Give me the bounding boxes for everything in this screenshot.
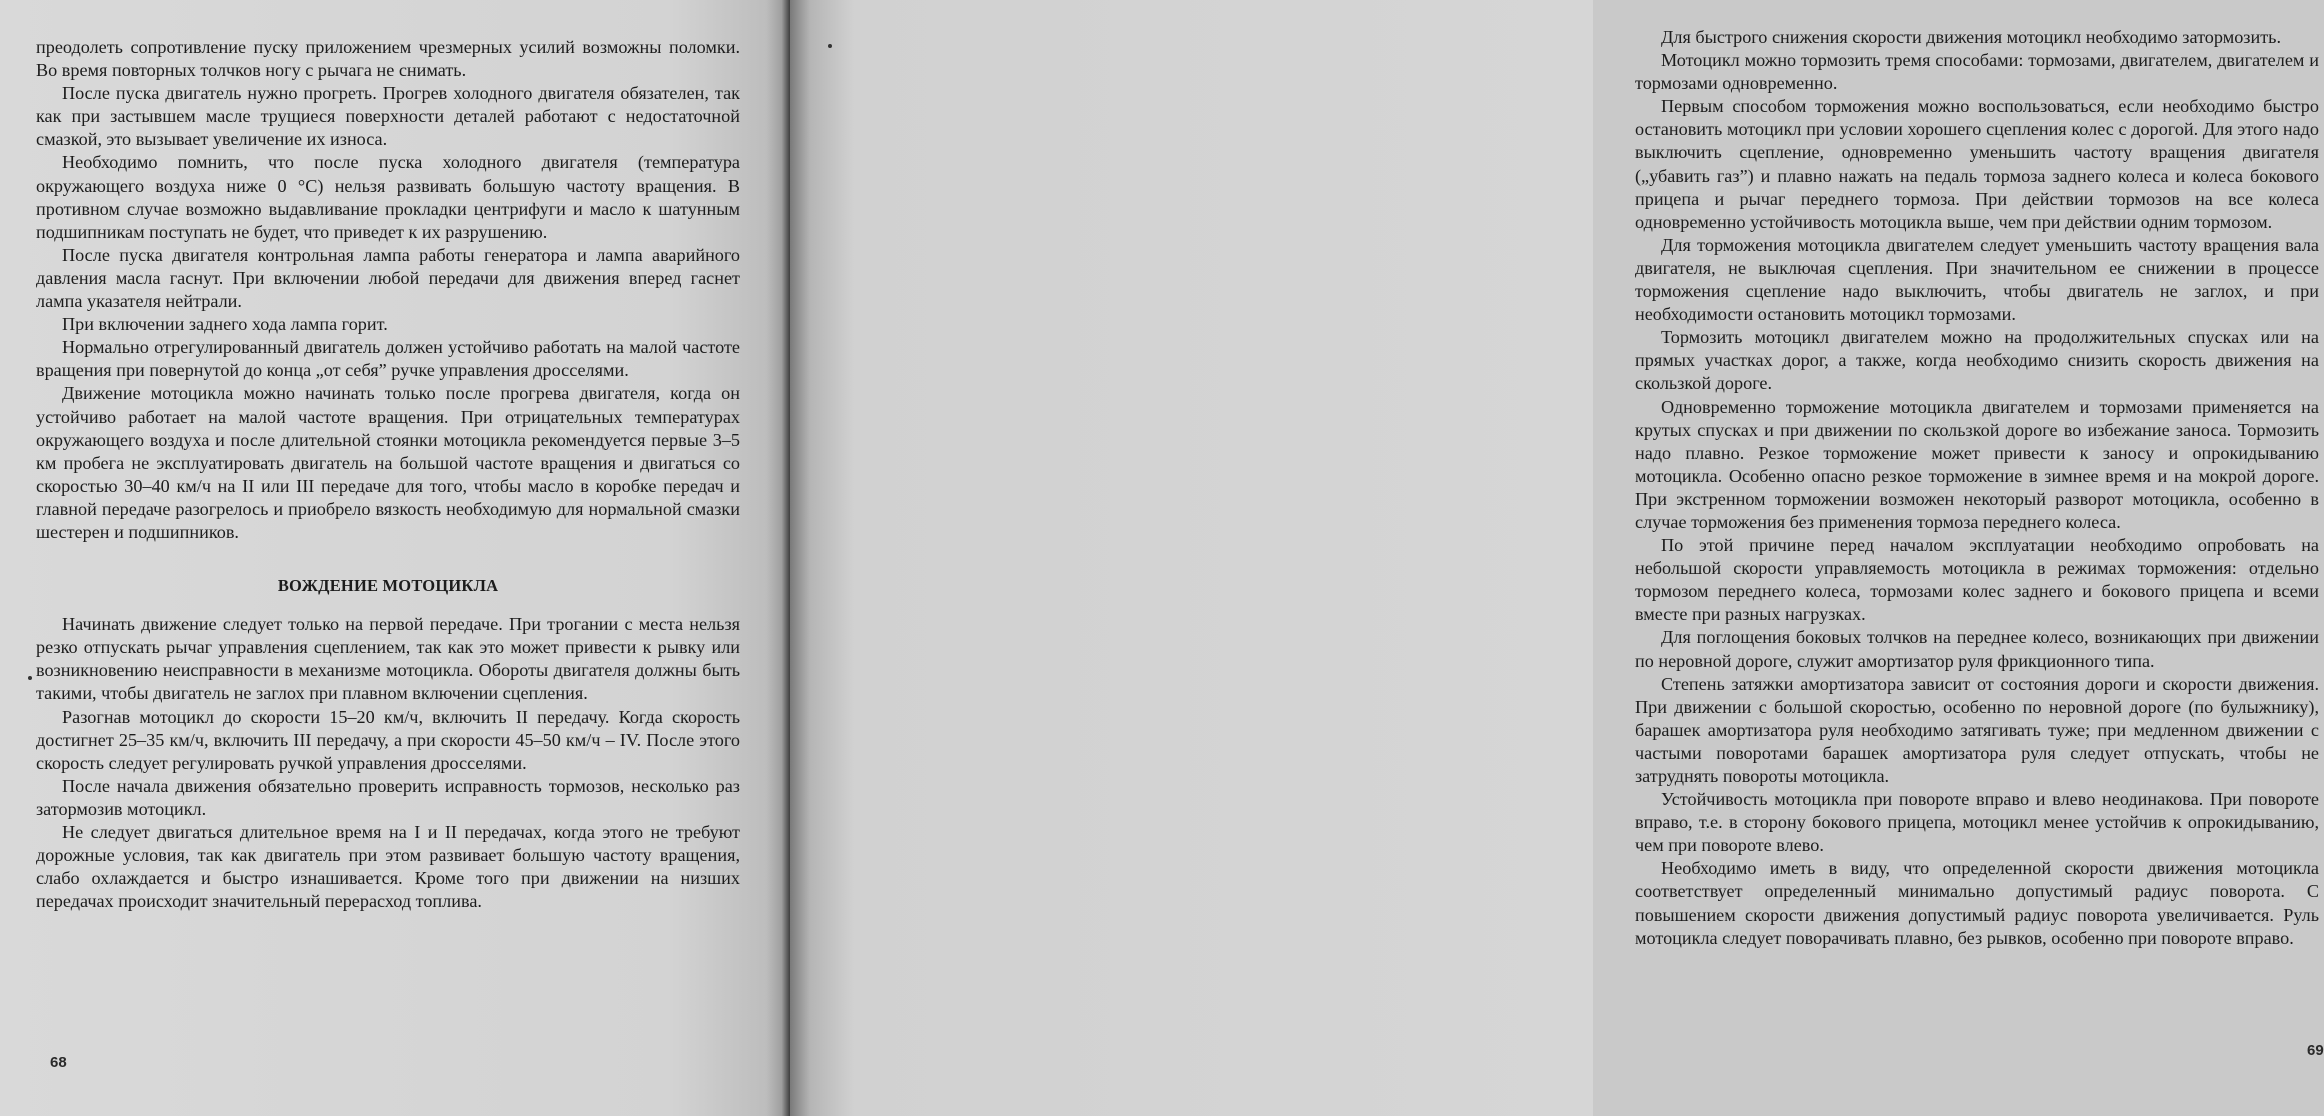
scan-speck xyxy=(828,44,832,48)
paragraph: Движение мотоцикла можно начинать только после прогрева двигателя, когда он устойчиво работает на малой частоте вращения. При отрицательных температурах окружающего воздуха и после длительной стоянки мотоцикла рекомендуется первые 3–5 км пробега не эксплуатировать двигатель на большой частоте вращения и двигаться со скоростью 30–40 км/ч на II или III передаче для того, чтобы масло в коробке передач и главной передаче разогрелось и приобрело вязкость необходимую для нормальной смазки шестерен и подшипников. xyxy=(36,383,740,542)
page-number: 69 xyxy=(2307,1042,2324,1059)
page-number: 68 xyxy=(50,1054,67,1071)
left-page-text xyxy=(36,36,740,913)
paragraph: Одновременно торможение мотоцикла двигателем и тормозами применяется на крутых спусках и при движении по скользкой дороге во избежание заноса. Тормозить надо плавно. Резкое торможение может привести к заносу и опрокидыванию мотоцикла. Особенно опасно резкое торможение в зимнее время и на мокрой дороге. При экстренном торможении возможен некоторый разворот мотоцикла, особенно в случае торможения без применения тормоза переднего колеса. xyxy=(1635,396,2319,532)
paragraph: Степень затяжки амортизатора зависит от состояния дороги и скорости движения. При движении с большой скоростью, особенно по неровной дороге (по булыжнику), барашек амортизатора руля необходимо затягивать туже; при медленном движении с частыми поворотами барашек амортизатора руля следует отпускать, чтобы не затруднять повороты мотоцикла. xyxy=(1635,673,2319,786)
right-page xyxy=(790,0,2324,1116)
paragraph: При включении заднего хода лампа горит. xyxy=(62,314,388,335)
section-heading: ВОЖДЕНИЕ МОТОЦИКЛА xyxy=(277,576,499,596)
scan-speck xyxy=(28,676,32,680)
left-page xyxy=(0,0,790,1116)
paragraph: Для поглощения боковых толчков на переднее колесо, возникающих при движении по неровной дороге, служит амортизатор руля фрикционного типа. xyxy=(1635,627,2319,671)
paragraph: После пуска двигателя контрольная лампа работы генератора и лампа аварийного давления масла гаснут. При включении любой передачи для движения вперед гаснет лампа указателя нейтрали. xyxy=(36,244,740,312)
paragraph: Мотоцикл можно тормозить тремя способами: тормозами, двигателем, двигателем и тормозами одновременно. xyxy=(1635,50,2319,94)
paragraph: По этой причине перед началом эксплуатации необходимо опробовать на небольшой скорости управляемость мотоцикла в режимах торможения: отдельно тормозом переднего колеса, тормозами колес заднего и бокового прицепа и всеми вместе при разных нагрузках. xyxy=(1635,535,2319,625)
paragraph: Разогнав мотоцикл до скорости 15–20 км/ч, включить II передачу. Когда скорость достигнет 25–35 км/ч, включить III передачу, а при скорости 45–50 км/ч – IV. После этого скорость следует регулировать ручкой управления дросселями. xyxy=(36,706,740,773)
paragraph: Первым способом торможения можно воспользоваться, если необходимо быстро остановить мотоцикл при условии хорошего сцепления колес с дорогой. Для этого надо выключить сцепление, одновременно уменьшить частоту вращения двигателя („убавить газ”) и плавно нажать на педаль тормоза заднего колеса и колеса бокового прицепа и рычаг переднего тормоза. При действии тормозов на все колеса одновременно устойчивость мотоцикла выше, чем при действии одним тормозом. xyxy=(1635,96,2319,232)
paragraph: Необходимо иметь в виду, что определенной скорости движения мотоцикла соответствует определенный минимально допустимый радиус поворота. С повышением скорости движения допустимый радиус поворота увеличивается. Руль мотоцикла следует поворачивать плавно, без рывков, особенно при повороте вправо. xyxy=(1635,858,2319,948)
paragraph: Нормально отрегулированный двигатель должен устойчиво работать на малой частоте вращения при повернутой до конца „от себя” ручке управления дросселями. xyxy=(36,337,740,381)
paragraph: Не следует двигаться длительное время на I и II передачах, когда этого не требуют дорожные условия, так как двигатель при этом развивает большую частоту вращения, слабо охлаждается и быстро изнашивается. Кроме того при движении на низших передачах происходит значительный перерасход топлива. xyxy=(36,822,740,912)
paragraph: Тормозить мотоцикл двигателем можно на продолжительных спусках или на прямых участках дорог, а также, когда необходимо снизить скорость движения на скользкой дороге. xyxy=(1635,327,2319,394)
paragraph: Начинать движение следует только на первой передаче. При трогании с места нельзя резко отпускать рычаг управления сцеплением, так как это может привести к рывку или возникновению неисправности в механизме мотоцикла. Обороты двигателя должны быть такими, чтобы двигатель не заглох при плавном включении сцепления. xyxy=(36,614,740,704)
paragraph: Для торможения мотоцикла двигателем следует уменьшить частоту вращения вала двигателя, не выключая сцепления. При значительном ее снижении в процессе торможения сцепление надо выключить, чтобы двигатель не заглох, и при необходимости остановить мотоцикл тормозами. xyxy=(1635,234,2319,325)
paragraph: преодолеть сопротивление пуску приложением чрезмерных усилий возможны поломки. Во время повторных толчков ногу с рычага не снимать. xyxy=(36,37,740,81)
paragraph: Необходимо помнить, что после пуска холодного двигателя (температура окружающего воздуха ниже 0 °C) нельзя развивать большую частоту вращения. В противном случае возможно выдавливание прокладки центрифуги и масло к шатунным подшипникам поступать не будет, что приведет к их разрушению. xyxy=(36,152,740,242)
paragraph: После начала движения обязательно проверить исправность тормозов, несколько раз затормозив мотоцикл. xyxy=(36,775,740,819)
paragraph: Устойчивость мотоцикла при повороте вправо и влево неодинакова. При повороте вправо, т.е. в сторону бокового прицепа, мотоцикл менее устойчив к опрокидыванию, чем при повороте влево. xyxy=(1635,789,2319,856)
paragraph: После пуска двигатель нужно прогреть. Прогрев холодного двигателя обязателен, так как при застывшем масле трущиеся поверхности деталей работают с недостаточной смазкой, это вызывает увеличение их износа. xyxy=(36,83,740,150)
paragraph: Для быстрого снижения скорости движения мотоцикл необходимо затормозить. xyxy=(1661,27,2282,47)
right-page-text xyxy=(1635,26,2319,950)
